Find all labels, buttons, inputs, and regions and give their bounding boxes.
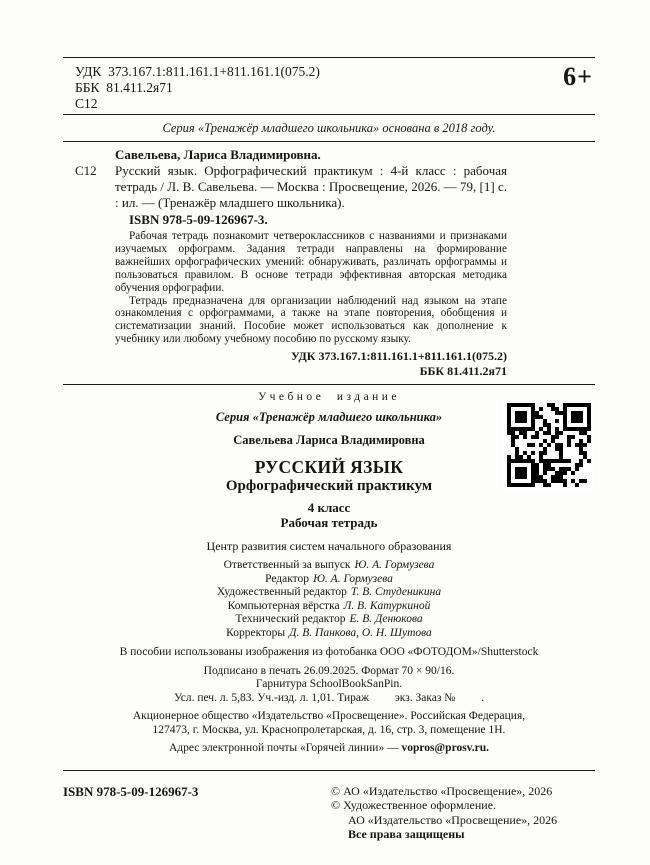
print-info-date: Подписано в печать 26.09.2025. Формат 70 × 90/16. <box>203 664 455 677</box>
credit-role: Художественный редактор <box>216 586 347 599</box>
rights-reserved-line: Все права защищены <box>348 827 465 842</box>
bibliographic-description: Русский язык. Орфографический практикум : 4-й класс : рабочая тетрадь / Л. В. Савельева. — Москва : Просвещение, 2026. — 79, [1] с. : ил. — (Тренажёр младшего школьника). <box>115 163 507 210</box>
bbk-line: ББК 81.411.2я71 <box>75 80 173 95</box>
publisher-address-line-2: 127473, г. Москва, ул. Краснопролетарская, д. 16, стр. 3, помещение 1Н. <box>152 723 506 736</box>
copyright-line-1: © АО «Издательство «Просвещение», 2026 <box>331 783 553 798</box>
credit-name: Е. В. Денюкова <box>349 613 423 626</box>
credit-name: Ю. А. Гормузева <box>354 559 435 572</box>
grade-line: 4 класс <box>307 500 351 516</box>
edition-section <box>63 385 595 756</box>
qr-code <box>503 399 595 491</box>
author-line: Савельева, Лариса Владимировна. <box>115 147 321 162</box>
photo-credit-line: В пособии использованы изображения из фотобанка ООО «ФОТОДОМ»/Shutterstock <box>119 646 539 659</box>
bbk-repeat: ББК 81.411.2я71 <box>419 363 507 378</box>
email-label: Адрес электронной почты «Горячей линии» — <box>168 742 402 755</box>
credit-line <box>63 627 595 641</box>
udk-line: УДК 373.167.1:811.161.1+811.161.1(075.2) <box>75 64 320 79</box>
edition-type-label: Учебное издание <box>258 391 400 404</box>
copyright-block <box>331 784 595 842</box>
annotation-paragraph-2: Тетрадь предназначена для организации наблюдений над языком на этапе ознакомления с орфограммами, а также на этапе повторения, обобщения и систематизации знаний. Пособие может использоваться как дополнение к учебнику или любому учебному пособию по русскому языку. <box>115 294 507 346</box>
series-founded-note: Серия «Тренажёр младшего школьника» основана в 2018 году. <box>162 121 496 135</box>
print-info-typeface: Гарнитура SchoolBookSanPin. <box>255 678 403 691</box>
credit-line <box>63 573 595 587</box>
copyright-line-2: © Художественное оформление. <box>331 798 497 813</box>
isbn-line: ISBN 978-5-09-126967-3. <box>129 212 268 227</box>
age-rating-badge: 6+ <box>563 62 593 91</box>
credit-line <box>63 559 595 573</box>
credit-role: Технический редактор <box>235 613 346 626</box>
credits-list <box>63 559 595 640</box>
catalog-card <box>75 142 507 378</box>
credit-name: Л. В. Катуркиной <box>343 599 431 612</box>
book-kind: Рабочая тетрадь <box>280 515 378 531</box>
index-code: С12 <box>75 96 98 111</box>
print-info-volume: Усл. печ. л. 5,83. Уч.-изд. л. 1,01. Тираж экз. Заказ № . <box>173 691 485 704</box>
credit-role: Корректоры <box>226 626 286 639</box>
edition-author: Савельева Лариса Владимировна <box>233 433 425 448</box>
credit-role: Редактор <box>265 572 310 585</box>
footer <box>63 771 595 842</box>
annotation-paragraph-1: Рабочая тетрадь познакомит четвероклассников с названиями и признаками изучаемых орфограмм. Задания тетради направлены на формирование важнейших орфографических умений: обнаруживать, различать орфограммы и пользоваться правилом. В основе тетради эффективная авторская методика обучения орфографии. <box>115 230 507 294</box>
hotline-email-line <box>63 742 595 756</box>
development-center-line: Центр развития систем начального образования <box>206 539 452 554</box>
credit-role: Компьютерная вёрстка <box>227 599 340 612</box>
credit-name: Д. В. Панкова, О. Н. Шутова <box>289 626 432 639</box>
email-address: vopros@prosv.ru. <box>401 742 490 755</box>
classification-block <box>63 58 595 114</box>
book-title: РУССКИЙ ЯЗЫК <box>254 457 404 478</box>
credit-name: Ю. А. Гормузева <box>313 572 393 585</box>
edition-series: Серия «Тренажёр младшего школьника» <box>215 410 443 425</box>
credit-line <box>63 613 595 627</box>
book-subtitle: Орфографический практикум <box>225 478 433 495</box>
credit-line <box>63 586 595 600</box>
catalog-index: С12 <box>75 163 97 178</box>
copyright-line-3: АО «Издательство «Просвещение», 2026 <box>348 812 558 827</box>
credit-line <box>63 600 595 614</box>
publisher-address-line-1: Акционерное общество «Издательство «Просвещение». Российская Федерация, <box>132 710 526 723</box>
credit-role: Ответственный за выпуск <box>223 559 351 572</box>
classification-repeat <box>115 349 507 378</box>
credit-name: Т. В. Студеникина <box>350 586 442 599</box>
udk-repeat: УДК 373.167.1:811.161.1+811.161.1(075.2) <box>290 349 507 364</box>
footer-isbn: ISBN 978-5-09-126967-3 <box>63 783 199 799</box>
